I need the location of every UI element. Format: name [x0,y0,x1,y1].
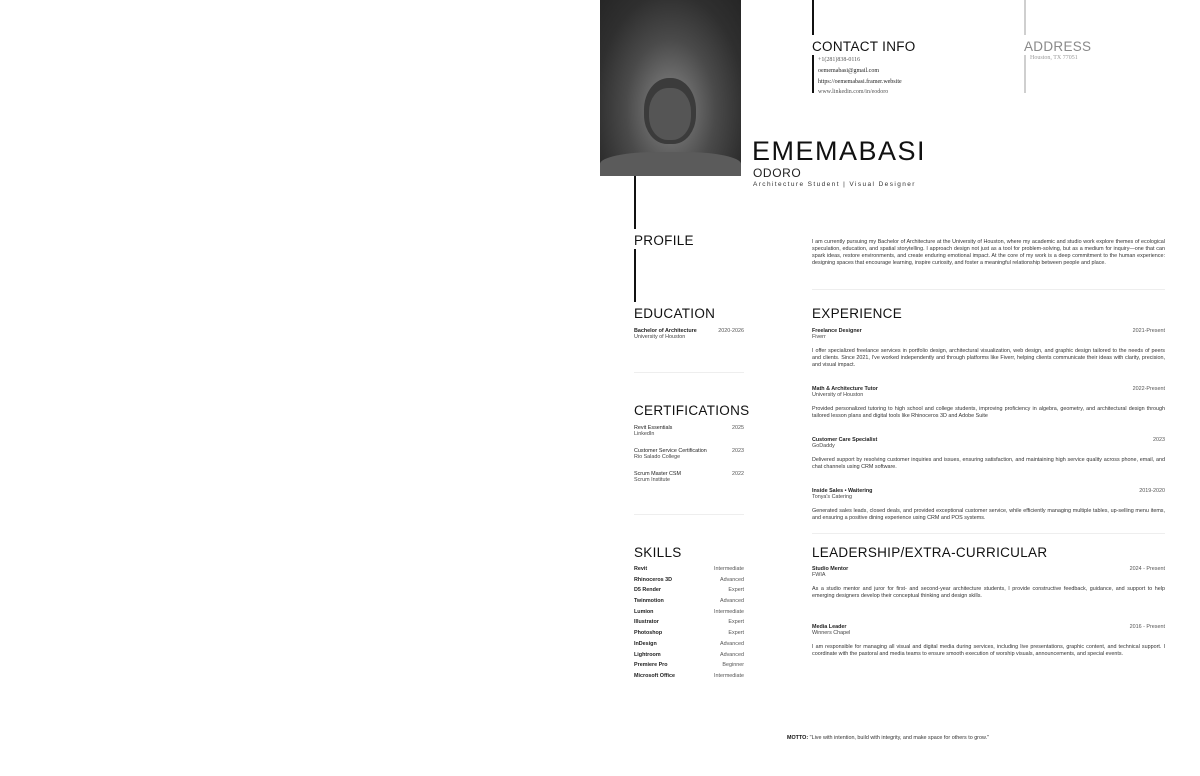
experience-divider [812,533,1165,534]
profile-photo [600,0,741,176]
leadership-heading: LEADERSHIP/EXTRA-CURRICULAR [812,545,1048,560]
experience-item [812,386,1165,420]
certification-item [634,425,744,448]
skill-row [634,652,744,663]
cert-year: 2023 [732,448,744,454]
exp-date: 2021-Present [1132,328,1165,334]
education-item [634,328,744,340]
skill-name: Rhinoceros 3D [634,576,673,583]
cert-issuer: LinkedIn [634,431,655,437]
experience-heading: EXPERIENCE [812,306,903,321]
lead-desc: As a studio mentor and juror for first- and second-year architecture students, I provide constructive feedback, guidance, and support to help emerging designers develop their conceptual thinking and design skills. [812,586,1165,599]
skill-name: InDesign [634,640,657,647]
lead-date: 2016 - Present [1129,624,1165,630]
skill-row [634,609,744,620]
address-value: Houston, TX 77051 [1030,55,1078,61]
exp-role: Customer Care Specialist [812,437,878,443]
skill-name: Microsoft Office [634,672,676,679]
skill-level: Beginner [722,662,744,669]
contact-list [818,55,902,98]
lead-role: Media Leader [812,624,847,630]
exp-desc: Generated sales leads, closed deals, and provided exceptional customer service, while efficiently managing multiple tables, up-selling menu items, and ensuring a positive dining experience using CRM and POS systems. [812,508,1165,521]
certifications-divider [634,514,744,515]
address-heading: ADDRESS [1024,39,1092,54]
certification-item [634,448,744,471]
skill-level: Expert [728,587,744,594]
education-degree: Bachelor of Architecture [634,328,697,334]
skill-row [634,566,744,577]
skill-level: Intermediate [714,672,744,679]
lead-org: FWIA [812,572,826,578]
address-side-line [1024,55,1026,93]
profile-text: I am currently pursuing my Bachelor of Architecture at the University of Houston, where my academic and studio work explore themes of ecological speculation, education, and spatial storytelling. I approach design not just as a tool for problem-solving, but as a medium for inquiry—one that can spark ideas, restore environments, and create enduring emotional impact. At the core of my work is a deep commitment to the human experience: designing spaces that encourage learning, inspire curiosity, and foster a meaningful relationship between people and place. [812,239,1165,266]
skill-name: Illustrator [634,619,659,626]
skill-row [634,619,744,630]
education-date: 2020-2026 [718,328,744,334]
education-school: University of Houston [634,334,686,340]
experience-item [812,488,1165,522]
email-link[interactable]: oememabasi@gmail.com [818,67,880,74]
skill-level: Intermediate [714,566,744,572]
lead-desc: I am responsible for managing all visual and digital media during services, including live presentations, graphic content, and technical support. I coordinate with the pastoral and media teams to ensure smooth execution of worship visuals, announcements, and special events. [812,644,1165,657]
education-heading: EDUCATION [634,306,716,321]
exp-role: Freelance Designer [812,328,862,334]
skill-row [634,673,744,684]
tagline: Architecture Student | Visual Designer [753,181,916,188]
contact-side-line [812,55,814,93]
cert-issuer: Scrum Institute [634,477,670,483]
exp-desc: Provided personalized tutoring to high school and college students, improving proficiency in algebra, geometry, and architectural design through tailored lesson plans and digital tools like Rhinoceros 3D and Adobe Suite [812,406,1165,419]
lead-org: Winners Chapel [812,630,851,636]
exp-date: 2022-Present [1132,386,1165,392]
exp-desc: Delivered support by resolving customer inquiries and issues, ensuring satisfaction, and maintaining high service quality across phone, email, and chat channels using CRM software. [812,457,1165,470]
address-top-line [1024,0,1026,35]
motto-text: "Live with intention, build with integrity, and make space for others to grow." [809,735,989,741]
exp-org: Tonya's Catering [812,494,852,500]
exp-date: 2019-2020 [1139,488,1165,494]
skill-row [634,630,744,641]
skill-level: Expert [728,619,744,626]
website-link[interactable]: https://oememabasi.framer.website [818,78,902,85]
exp-org: GoDaddy [812,443,835,449]
lead-date: 2024 - Present [1129,566,1165,572]
profile-divider [812,289,1165,290]
certification-item [634,471,744,494]
skill-name: Revit [634,566,648,572]
exp-desc: I offer specialized freelance services in portfolio design, architectural visualization, web design, and graphic design tailored to the needs of peers and clients. Since 2021, I've worked independently and through platforms like Fiverr, helping clients communicate their ideas with clarity, precision, and visual impact. [812,348,1165,368]
skill-level: Advanced [720,651,744,658]
phone-number[interactable]: +1(281)838-0116 [818,57,861,63]
skill-level: Intermediate [714,608,744,615]
skill-level: Expert [728,630,744,637]
skills-list [634,566,744,684]
cert-issuer: Rio Salado College [634,454,681,460]
skill-name: Lightroom [634,651,661,658]
education-divider [634,372,744,373]
education-top-line [634,249,636,302]
exp-date: 2023 [1153,437,1165,443]
certifications-heading: CERTIFICATIONS [634,403,750,418]
last-name: ODORO [753,166,802,180]
experience-item [812,437,1165,471]
leadership-item [812,624,1165,658]
cert-name: Revit Essentials [634,425,673,431]
contact-top-line [812,0,814,35]
lead-role: Studio Mentor [812,566,849,572]
motto-label: MOTTO: [787,735,809,741]
skill-name: Twinmotion [634,598,664,605]
skill-row [634,598,744,609]
motto [787,735,989,741]
profile-top-line [634,176,636,229]
skill-row [634,587,744,598]
linkedin-link[interactable]: www.linkedin.com/in/eodoro [818,89,889,96]
skill-level: Advanced [720,640,744,647]
contact-info-heading: CONTACT INFO [812,39,916,54]
exp-org: Fiverr [812,334,826,340]
skill-name: Photoshop [634,630,663,637]
exp-role: Inside Sales • Waitering [812,488,873,494]
exp-org: University of Houston [812,392,864,398]
skill-level: Advanced [720,598,744,605]
cert-year: 2022 [732,471,744,477]
certifications-list [634,425,744,494]
experience-item [812,328,1165,369]
exp-role: Math & Architecture Tutor [812,386,878,392]
cert-year: 2025 [732,425,744,431]
skill-row [634,641,744,652]
skills-heading: SKILLS [634,545,682,560]
skill-name: Lumion [634,608,654,615]
skill-row [634,662,744,673]
leadership-item [812,566,1165,600]
profile-heading: PROFILE [634,233,694,248]
skill-name: Premiere Pro [634,662,668,669]
first-name: EMEMABASI [752,136,927,166]
skill-level: Advanced [720,576,744,583]
skill-name: D5 Render [634,587,661,594]
cert-name: Customer Service Certification [634,448,707,454]
skill-row [634,577,744,588]
photo-face [649,88,691,140]
cert-name: Scrum Master CSM [634,471,682,477]
photo-shoulders [600,152,741,176]
